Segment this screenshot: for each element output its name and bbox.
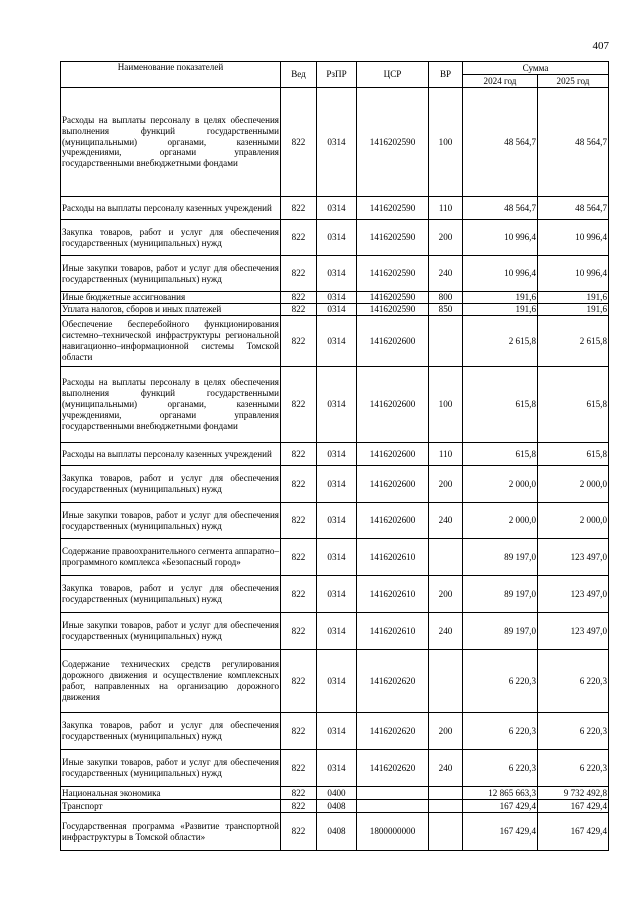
row-name: Государственная программа «Развитие транспортной инфраструктуры в Томской области» xyxy=(61,813,281,851)
row-name: Закупка товаров, работ и услуг для обеспечения государственных (муниципальных) нужд xyxy=(61,466,281,503)
table-row xyxy=(61,800,609,813)
row-ved: 822 xyxy=(281,88,317,197)
row-sum-2024: 2 000,0 xyxy=(463,503,538,539)
row-rzpr: 0314 xyxy=(317,466,357,503)
row-vr: 110 xyxy=(429,443,463,466)
table-row xyxy=(61,304,609,316)
row-sum-2025: 48 564,7 xyxy=(538,197,609,220)
table-body xyxy=(61,88,609,851)
row-ved: 822 xyxy=(281,787,317,800)
row-sum-2025: 2 615,8 xyxy=(538,316,609,367)
row-sum-2024: 48 564,7 xyxy=(463,88,538,197)
row-vr: 200 xyxy=(429,576,463,613)
row-sum-2024: 167 429,4 xyxy=(463,813,538,851)
row-name: Национальная экономика xyxy=(61,787,281,800)
row-ved: 822 xyxy=(281,750,317,787)
row-name: Иные закупки товаров, работ и услуг для обеспечения государственных (муниципальных) нужд xyxy=(61,613,281,650)
table-row xyxy=(61,443,609,466)
row-rzpr: 0400 xyxy=(317,787,357,800)
row-csr: 1416202600 xyxy=(357,443,429,466)
row-sum-2025: 167 429,4 xyxy=(538,800,609,813)
table-row xyxy=(61,787,609,800)
row-csr: 1416202590 xyxy=(357,256,429,292)
table-row xyxy=(61,367,609,443)
row-csr: 1416202600 xyxy=(357,466,429,503)
row-vr: 800 xyxy=(429,292,463,304)
table-row xyxy=(61,539,609,576)
row-ved: 822 xyxy=(281,650,317,713)
row-csr: 1416202600 xyxy=(357,367,429,443)
row-rzpr: 0314 xyxy=(317,539,357,576)
row-vr: 200 xyxy=(429,220,463,256)
row-csr: 1416202610 xyxy=(357,576,429,613)
row-sum-2024: 89 197,0 xyxy=(463,576,538,613)
row-sum-2025: 191,6 xyxy=(538,292,609,304)
header-ved: Вед xyxy=(281,62,317,88)
row-sum-2025: 2 000,0 xyxy=(538,466,609,503)
row-name: Закупка товаров, работ и услуг для обеспечения государственных (муниципальных) нужд xyxy=(61,713,281,750)
row-ved: 822 xyxy=(281,503,317,539)
row-rzpr: 0314 xyxy=(317,750,357,787)
row-rzpr: 0314 xyxy=(317,256,357,292)
row-vr xyxy=(429,800,463,813)
row-sum-2025: 123 497,0 xyxy=(538,539,609,576)
row-vr: 200 xyxy=(429,713,463,750)
row-sum-2024: 89 197,0 xyxy=(463,539,538,576)
row-ved: 822 xyxy=(281,197,317,220)
row-sum-2025: 2 000,0 xyxy=(538,503,609,539)
row-vr xyxy=(429,316,463,367)
header-name: Наименование показателей xyxy=(61,62,281,88)
row-rzpr: 0314 xyxy=(317,292,357,304)
row-sum-2024: 6 220,3 xyxy=(463,713,538,750)
table-row xyxy=(61,256,609,292)
row-csr: 1416202620 xyxy=(357,650,429,713)
row-csr: 1416202610 xyxy=(357,613,429,650)
row-ved: 822 xyxy=(281,813,317,851)
row-vr xyxy=(429,787,463,800)
row-sum-2025: 615,8 xyxy=(538,443,609,466)
row-sum-2025: 10 996,4 xyxy=(538,256,609,292)
row-sum-2025: 10 996,4 xyxy=(538,220,609,256)
row-name: Расходы на выплаты персоналу казенных учреждений xyxy=(61,197,281,220)
row-rzpr: 0314 xyxy=(317,713,357,750)
row-rzpr: 0314 xyxy=(317,316,357,367)
row-vr: 240 xyxy=(429,613,463,650)
row-name: Уплата налогов, сборов и иных платежей xyxy=(61,304,281,316)
row-sum-2024: 615,8 xyxy=(463,367,538,443)
header-year-2025: 2025 год xyxy=(538,75,609,88)
row-ved: 822 xyxy=(281,576,317,613)
row-rzpr: 0314 xyxy=(317,443,357,466)
row-csr: 1416202620 xyxy=(357,713,429,750)
row-csr: 1416202600 xyxy=(357,316,429,367)
row-name: Расходы на выплаты персоналу в целях обеспечения выполнения функций государственными (муниципальными) органами, казенными учреждениями, органами управления государственными внебюджетными фондами xyxy=(61,367,281,443)
table-row xyxy=(61,316,609,367)
row-ved: 822 xyxy=(281,613,317,650)
row-vr: 240 xyxy=(429,503,463,539)
page-number: 407 xyxy=(592,40,609,52)
row-csr: 1416202590 xyxy=(357,292,429,304)
table-row xyxy=(61,613,609,650)
row-sum-2025: 48 564,7 xyxy=(538,88,609,197)
row-name: Иные бюджетные ассигнования xyxy=(61,292,281,304)
row-rzpr: 0314 xyxy=(317,304,357,316)
row-name: Закупка товаров, работ и услуг для обеспечения государственных (муниципальных) нужд xyxy=(61,220,281,256)
row-ved: 822 xyxy=(281,220,317,256)
table-row xyxy=(61,88,609,197)
row-ved: 822 xyxy=(281,466,317,503)
row-sum-2025: 123 497,0 xyxy=(538,613,609,650)
row-csr: 1416202590 xyxy=(357,197,429,220)
row-rzpr: 0314 xyxy=(317,220,357,256)
row-sum-2025: 6 220,3 xyxy=(538,713,609,750)
row-csr xyxy=(357,800,429,813)
row-csr: 1416202600 xyxy=(357,503,429,539)
row-sum-2024: 2 000,0 xyxy=(463,466,538,503)
row-sum-2025: 9 732 492,8 xyxy=(538,787,609,800)
table-row xyxy=(61,813,609,851)
row-csr: 1416202610 xyxy=(357,539,429,576)
row-sum-2024: 6 220,3 xyxy=(463,750,538,787)
row-sum-2024: 48 564,7 xyxy=(463,197,538,220)
row-sum-2024: 10 996,4 xyxy=(463,256,538,292)
header-sum: Сумма xyxy=(463,62,609,75)
row-vr xyxy=(429,650,463,713)
row-ved: 822 xyxy=(281,256,317,292)
row-csr: 1416202620 xyxy=(357,750,429,787)
row-csr: 1416202590 xyxy=(357,304,429,316)
row-ved: 822 xyxy=(281,539,317,576)
table-row xyxy=(61,220,609,256)
row-name: Иные закупки товаров, работ и услуг для обеспечения государственных (муниципальных) нужд xyxy=(61,256,281,292)
row-ved: 822 xyxy=(281,443,317,466)
row-name: Расходы на выплаты персоналу в целях обеспечения выполнения функций государственными (муниципальными) органами, казенными учреждениями, органами управления государственными внебюджетными фондами xyxy=(61,88,281,197)
row-vr: 240 xyxy=(429,256,463,292)
row-rzpr: 0408 xyxy=(317,800,357,813)
row-csr: 1416202590 xyxy=(357,220,429,256)
table-row xyxy=(61,713,609,750)
table-row xyxy=(61,503,609,539)
table-row xyxy=(61,292,609,304)
row-rzpr: 0314 xyxy=(317,650,357,713)
row-name: Содержание правоохранительного сегмента аппаратно–программного комплекса «Безопасный город» xyxy=(61,539,281,576)
row-sum-2025: 191,6 xyxy=(538,304,609,316)
row-vr: 240 xyxy=(429,750,463,787)
row-rzpr: 0314 xyxy=(317,576,357,613)
row-sum-2024: 12 865 663,3 xyxy=(463,787,538,800)
row-vr: 110 xyxy=(429,197,463,220)
table-row xyxy=(61,650,609,713)
row-sum-2024: 615,8 xyxy=(463,443,538,466)
row-vr: 850 xyxy=(429,304,463,316)
row-name: Иные закупки товаров, работ и услуг для обеспечения государственных (муниципальных) нужд xyxy=(61,503,281,539)
table-row xyxy=(61,197,609,220)
row-name: Иные закупки товаров, работ и услуг для обеспечения государственных (муниципальных) нужд xyxy=(61,750,281,787)
row-rzpr: 0314 xyxy=(317,503,357,539)
budget-table xyxy=(60,61,609,851)
row-vr xyxy=(429,813,463,851)
header-rzpr: РзПР xyxy=(317,62,357,88)
row-rzpr: 0314 xyxy=(317,367,357,443)
row-rzpr: 0314 xyxy=(317,613,357,650)
row-ved: 822 xyxy=(281,292,317,304)
row-name: Закупка товаров, работ и услуг для обеспечения государственных (муниципальных) нужд xyxy=(61,576,281,613)
row-ved: 822 xyxy=(281,367,317,443)
row-csr: 1416202590 xyxy=(357,88,429,197)
row-ved: 822 xyxy=(281,316,317,367)
row-ved: 822 xyxy=(281,800,317,813)
row-name: Расходы на выплаты персоналу казенных учреждений xyxy=(61,443,281,466)
row-sum-2024: 2 615,8 xyxy=(463,316,538,367)
row-ved: 822 xyxy=(281,713,317,750)
row-vr: 100 xyxy=(429,367,463,443)
row-rzpr: 0314 xyxy=(317,88,357,197)
row-sum-2024: 191,6 xyxy=(463,304,538,316)
row-vr xyxy=(429,539,463,576)
row-sum-2024: 191,6 xyxy=(463,292,538,304)
table-row xyxy=(61,750,609,787)
row-rzpr: 0314 xyxy=(317,197,357,220)
row-sum-2025: 123 497,0 xyxy=(538,576,609,613)
row-sum-2024: 6 220,3 xyxy=(463,650,538,713)
row-sum-2025: 615,8 xyxy=(538,367,609,443)
row-ved: 822 xyxy=(281,304,317,316)
row-csr: 1800000000 xyxy=(357,813,429,851)
row-vr: 100 xyxy=(429,88,463,197)
row-vr: 200 xyxy=(429,466,463,503)
row-sum-2025: 6 220,3 xyxy=(538,650,609,713)
row-sum-2025: 167 429,4 xyxy=(538,813,609,851)
table-row xyxy=(61,576,609,613)
row-sum-2024: 10 996,4 xyxy=(463,220,538,256)
row-csr xyxy=(357,787,429,800)
header-csr: ЦСР xyxy=(357,62,429,88)
row-name: Содержание технических средств регулирования дорожного движения и осуществление комплексных работ, направленных на организацию дорожного движения xyxy=(61,650,281,713)
row-sum-2024: 167 429,4 xyxy=(463,800,538,813)
row-rzpr: 0408 xyxy=(317,813,357,851)
row-name: Транспорт xyxy=(61,800,281,813)
header-vr: ВР xyxy=(429,62,463,88)
row-sum-2024: 89 197,0 xyxy=(463,613,538,650)
row-name: Обеспечение бесперебойного функционирования системно–технической инфраструктуры региональной навигационно–информационной системы Томской области xyxy=(61,316,281,367)
row-sum-2025: 6 220,3 xyxy=(538,750,609,787)
header-year-2024: 2024 год xyxy=(463,75,538,88)
table-row xyxy=(61,466,609,503)
